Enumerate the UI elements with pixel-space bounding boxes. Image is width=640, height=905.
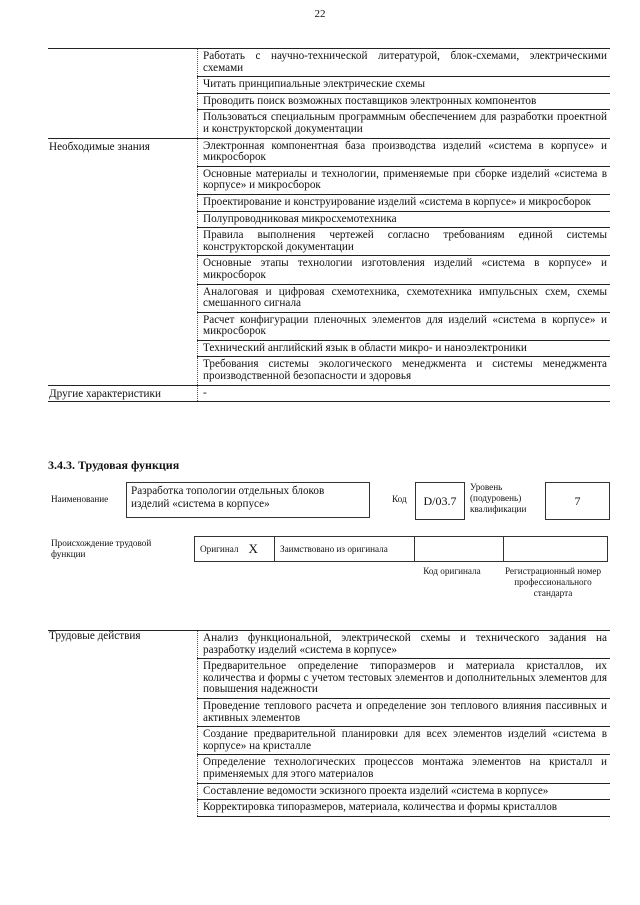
level-label-text: Уровень (подуровень) квалификации xyxy=(470,482,527,514)
table-row xyxy=(48,340,610,357)
table-row xyxy=(48,698,610,726)
code-value: D/03.7 xyxy=(423,493,457,508)
knowledge-item: Требования системы экологического менеджмента и системы менеджмента производственной безопасности и здоровья xyxy=(198,357,611,385)
action-item: Определение технологических процессов монтажа элементов на кристалл и применяемых для этого материалов xyxy=(198,755,611,783)
skill-item: Читать принципиальные электрические схемы xyxy=(198,77,611,94)
reg-number-label: Регистрационный номер профессионального стандарта xyxy=(504,566,602,598)
action-item: Предварительное определение типоразмеров и материала кристаллов, их количества и формы с учетом тестовых элементов и дополнительных элементов для повышения надежности xyxy=(198,659,611,699)
origin-label: Происхождение трудовой функции xyxy=(51,538,152,559)
action-item: Создание предварительной планировки для всех элементов изделий «система в корпусе» на кристалле xyxy=(198,727,611,755)
table-row xyxy=(48,284,610,312)
table-row xyxy=(48,228,610,256)
table-row xyxy=(48,211,610,228)
table-row xyxy=(48,49,610,77)
code-box xyxy=(415,482,465,520)
level-box xyxy=(545,482,610,520)
knowledge-item: Полупроводниковая микросхемотехника xyxy=(198,211,611,228)
table-row xyxy=(48,256,610,284)
level-label xyxy=(470,482,542,515)
knowledge-item: Проектирование и конструирование изделий «система в корпусе» и микросборок xyxy=(198,194,611,211)
table-row xyxy=(48,631,610,659)
code-label: Код xyxy=(392,494,407,504)
table-row xyxy=(48,312,610,340)
name-label: Наименование xyxy=(51,494,109,504)
other-label: Другие характеристики xyxy=(48,385,198,402)
skill-item: Пользоваться специальным программным обеспечением для разработки проектной и конструкторской документации xyxy=(198,110,611,138)
table-row xyxy=(48,385,610,402)
table-row xyxy=(48,138,610,166)
skill-item: Работать с научно-технической литературой, блок-схемами, электрическими схемами xyxy=(198,49,611,77)
borrowed-cell xyxy=(275,537,415,561)
row-label-empty xyxy=(48,49,198,77)
table-row xyxy=(48,659,610,699)
origin-row xyxy=(194,536,608,562)
original-code-cell xyxy=(415,537,504,561)
table-row xyxy=(48,93,610,110)
table-row xyxy=(48,77,610,94)
action-item: Корректировка типоразмеров, материала, количества и формы кристаллов xyxy=(198,800,611,817)
borrowed-label: Заимствовано из оригинала xyxy=(280,544,388,554)
table-row xyxy=(48,110,610,138)
reg-number-cell xyxy=(503,537,607,561)
table-row xyxy=(48,800,610,817)
knowledge-item: Основные материалы и технологии, применяемые при сборке изделий «система в корпусе» и микросборок xyxy=(198,166,611,194)
table-row xyxy=(48,166,610,194)
table-row xyxy=(48,357,610,385)
table-row xyxy=(48,194,610,211)
original-cell xyxy=(195,537,275,561)
actions-table xyxy=(48,630,610,817)
section-heading: 3.4.3. Трудовая функция xyxy=(48,458,180,472)
action-item: Анализ функциональной, электрической схемы и технического задания на разработку изделий «система в корпусе» xyxy=(198,631,611,659)
page-number: 22 xyxy=(314,8,326,20)
original-mark: X xyxy=(248,541,258,556)
table-row xyxy=(48,783,610,800)
actions-label: Трудовые действия xyxy=(48,631,198,659)
table-row xyxy=(48,727,610,755)
other-value: - xyxy=(198,385,611,402)
original-code-label: Код оригинала xyxy=(423,566,481,576)
level-value: 7 xyxy=(574,493,581,508)
action-item: Проведение теплового расчета и определение зон теплового влияния пассивных и активных элементов xyxy=(198,698,611,726)
skill-item: Проводить поиск возможных поставщиков электронных компонентов xyxy=(198,93,611,110)
knowledge-item: Основные этапы технологии изготовления изделий «система в корпусе» и микросборок xyxy=(198,256,611,284)
original-label: Оригинал xyxy=(200,544,239,554)
function-name-box: Разработка топологии отдельных блоков изделий «система в корпусе» xyxy=(126,482,370,518)
knowledge-item: Аналоговая и цифровая схемотехника, схемотехника импульсных схем, схемы смешанного сигнала xyxy=(198,284,611,312)
knowledge-item: Расчет конфигурации пленочных элементов для изделий «система в корпусе» и микросборок xyxy=(198,312,611,340)
knowledge-label: Необходимые знания xyxy=(49,140,150,153)
requirements-table xyxy=(48,48,610,402)
knowledge-item: Правила выполнения чертежей согласно требованиям единой системы конструкторской документации xyxy=(198,228,611,256)
action-item: Составление ведомости эскизного проекта изделий «система в корпусе» xyxy=(198,783,611,800)
knowledge-item: Технический английский язык в области микро- и наноэлектроники xyxy=(198,340,611,357)
table-row xyxy=(48,755,610,783)
knowledge-item: Электронная компонентная база производства изделий «система в корпусе» и микросборок xyxy=(198,138,611,166)
